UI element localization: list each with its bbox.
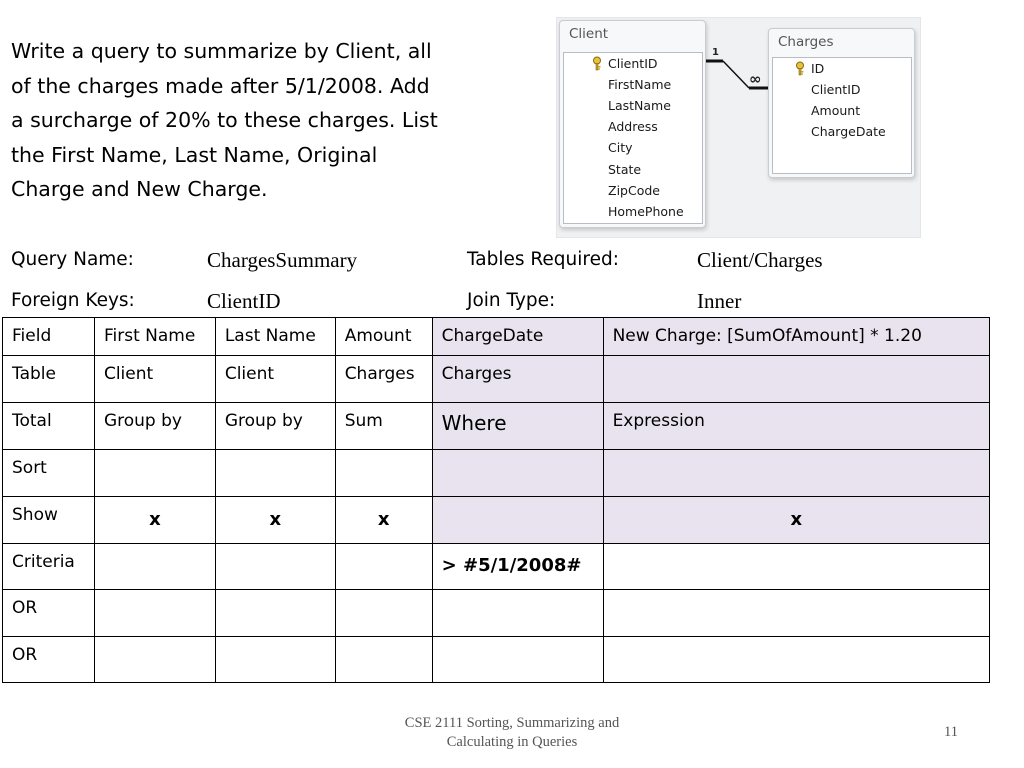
total-cell[interactable]: Sum (335, 403, 432, 450)
or-cell[interactable] (335, 637, 432, 683)
criteria-cell[interactable] (215, 544, 335, 590)
grid-row-total (3, 403, 990, 450)
charges-field[interactable] (773, 121, 886, 142)
grid-row-criteria (3, 544, 990, 590)
client-field[interactable] (564, 74, 671, 95)
relationship-diagram (556, 17, 921, 238)
table-cell[interactable]: Charges (335, 356, 432, 403)
many-cardinality: ∞ (749, 70, 762, 88)
charges-field-name: Amount (811, 103, 861, 118)
or-cell[interactable] (432, 590, 603, 637)
slide-footer (380, 714, 644, 752)
show-checkbox[interactable] (432, 497, 603, 544)
client-field-name: Address (608, 119, 658, 134)
field-cell[interactable]: New Charge: [SumOfAmount] * 1.20 (603, 318, 989, 356)
show-checkbox[interactable]: x (335, 497, 432, 544)
sort-cell[interactable] (335, 450, 432, 497)
row-header-or: OR (3, 637, 95, 683)
client-field[interactable] (564, 116, 658, 137)
client-field[interactable] (564, 159, 641, 180)
row-header-sort: Sort (3, 450, 95, 497)
client-table-title: Client (569, 26, 609, 42)
total-cell[interactable]: Group by (94, 403, 215, 450)
prompt-line: Charge and New Charge. (11, 177, 268, 201)
total-cell[interactable]: Expression (603, 403, 989, 450)
charges-field[interactable] (773, 58, 824, 79)
client-field-name: FirstName (608, 77, 672, 92)
or-cell[interactable] (432, 637, 603, 683)
charges-field-name: ID (811, 61, 825, 76)
client-field-list (563, 52, 703, 224)
charges-field[interactable] (773, 79, 861, 100)
criteria-cell[interactable] (94, 544, 215, 590)
or-cell[interactable] (94, 637, 215, 683)
client-field-name: ZipCode (608, 183, 660, 198)
join-type-value: Inner (697, 289, 742, 313)
field-cell[interactable]: First Name (94, 318, 215, 356)
client-field-name: ClientID (608, 56, 658, 71)
footer-line: Calculating in Queries (446, 734, 578, 750)
show-checkbox[interactable]: x (603, 497, 989, 544)
grid-row-field (3, 318, 990, 356)
foreign-keys-value: ClientID (207, 289, 281, 313)
row-header-table: Table (3, 356, 95, 403)
sort-cell[interactable] (215, 450, 335, 497)
query-name-value: ChargesSummary (207, 248, 358, 272)
table-cell[interactable]: Client (94, 356, 215, 403)
client-field[interactable] (564, 95, 671, 116)
client-field-name: City (608, 140, 633, 155)
one-cardinality: 1 (712, 47, 719, 58)
or-cell[interactable] (215, 637, 335, 683)
primary-key-icon (793, 61, 807, 76)
prompt-line: the First Name, Last Name, Original (11, 142, 378, 167)
foreign-keys-label: Foreign Keys: (11, 290, 135, 311)
client-field[interactable] (564, 137, 633, 158)
row-header-show: Show (3, 497, 95, 544)
page-number: 11 (944, 724, 958, 740)
prompt-line: a surcharge of 20% to these charges. List (11, 108, 438, 132)
join-type-label: Join Type: (467, 290, 556, 311)
charges-field[interactable] (773, 100, 860, 121)
field-cell[interactable]: Amount (335, 318, 432, 356)
or-cell[interactable] (335, 590, 432, 637)
show-checkbox[interactable]: x (94, 497, 215, 544)
total-cell[interactable]: Group by (215, 403, 335, 450)
or-cell[interactable] (94, 590, 215, 637)
client-field[interactable] (564, 53, 658, 74)
client-field-name: State (608, 162, 642, 177)
client-field-name: HomePhone (608, 204, 684, 219)
grid-row-sort (3, 450, 990, 497)
prompt-line: of the charges made after 5/1/2008. Add (11, 73, 430, 98)
primary-key-icon (590, 56, 604, 71)
prompt-line: Write a query to summarize by Client, all (11, 39, 432, 63)
row-header-criteria: Criteria (3, 544, 95, 590)
charges-field-name: ClientID (811, 82, 861, 97)
criteria-cell[interactable] (603, 544, 989, 590)
or-cell[interactable] (603, 637, 989, 683)
criteria-cell[interactable] (335, 544, 432, 590)
field-cell[interactable]: ChargeDate (432, 318, 603, 356)
tables-required-value: Client/Charges (697, 248, 823, 272)
charges-field-list (772, 57, 912, 174)
show-checkbox[interactable]: x (215, 497, 335, 544)
client-field-name: LastName (608, 98, 671, 113)
table-cell[interactable]: Client (215, 356, 335, 403)
criteria-cell[interactable]: > #5/1/2008# (432, 544, 603, 590)
assignment-prompt (11, 34, 501, 207)
charges-field-name: ChargeDate (811, 124, 886, 139)
sort-cell[interactable] (432, 450, 603, 497)
charges-table[interactable] (768, 28, 915, 178)
table-cell[interactable]: Charges (432, 356, 603, 403)
field-cell[interactable]: Last Name (215, 318, 335, 356)
or-cell[interactable] (603, 590, 989, 637)
row-header-field: Field (3, 318, 95, 356)
grid-row-table (3, 356, 990, 403)
row-header-total: Total (3, 403, 95, 450)
grid-row-show (3, 497, 990, 544)
grid-row-or (3, 637, 990, 683)
or-cell[interactable] (215, 590, 335, 637)
total-cell[interactable]: Where (432, 403, 603, 450)
grid-row-or (3, 590, 990, 637)
row-header-or: OR (3, 590, 95, 637)
sort-cell[interactable] (603, 450, 989, 497)
table-cell[interactable] (603, 356, 989, 403)
tables-required-label: Tables Required: (467, 249, 619, 270)
client-table[interactable] (559, 20, 706, 228)
client-field[interactable] (564, 180, 660, 201)
footer-line: CSE 2111 Sorting, Summarizing and (404, 715, 620, 731)
sort-cell[interactable] (94, 450, 215, 497)
client-field[interactable] (564, 201, 684, 222)
charges-table-title: Charges (778, 34, 834, 50)
query-design-grid (2, 317, 990, 683)
query-name-label: Query Name: (11, 249, 134, 270)
